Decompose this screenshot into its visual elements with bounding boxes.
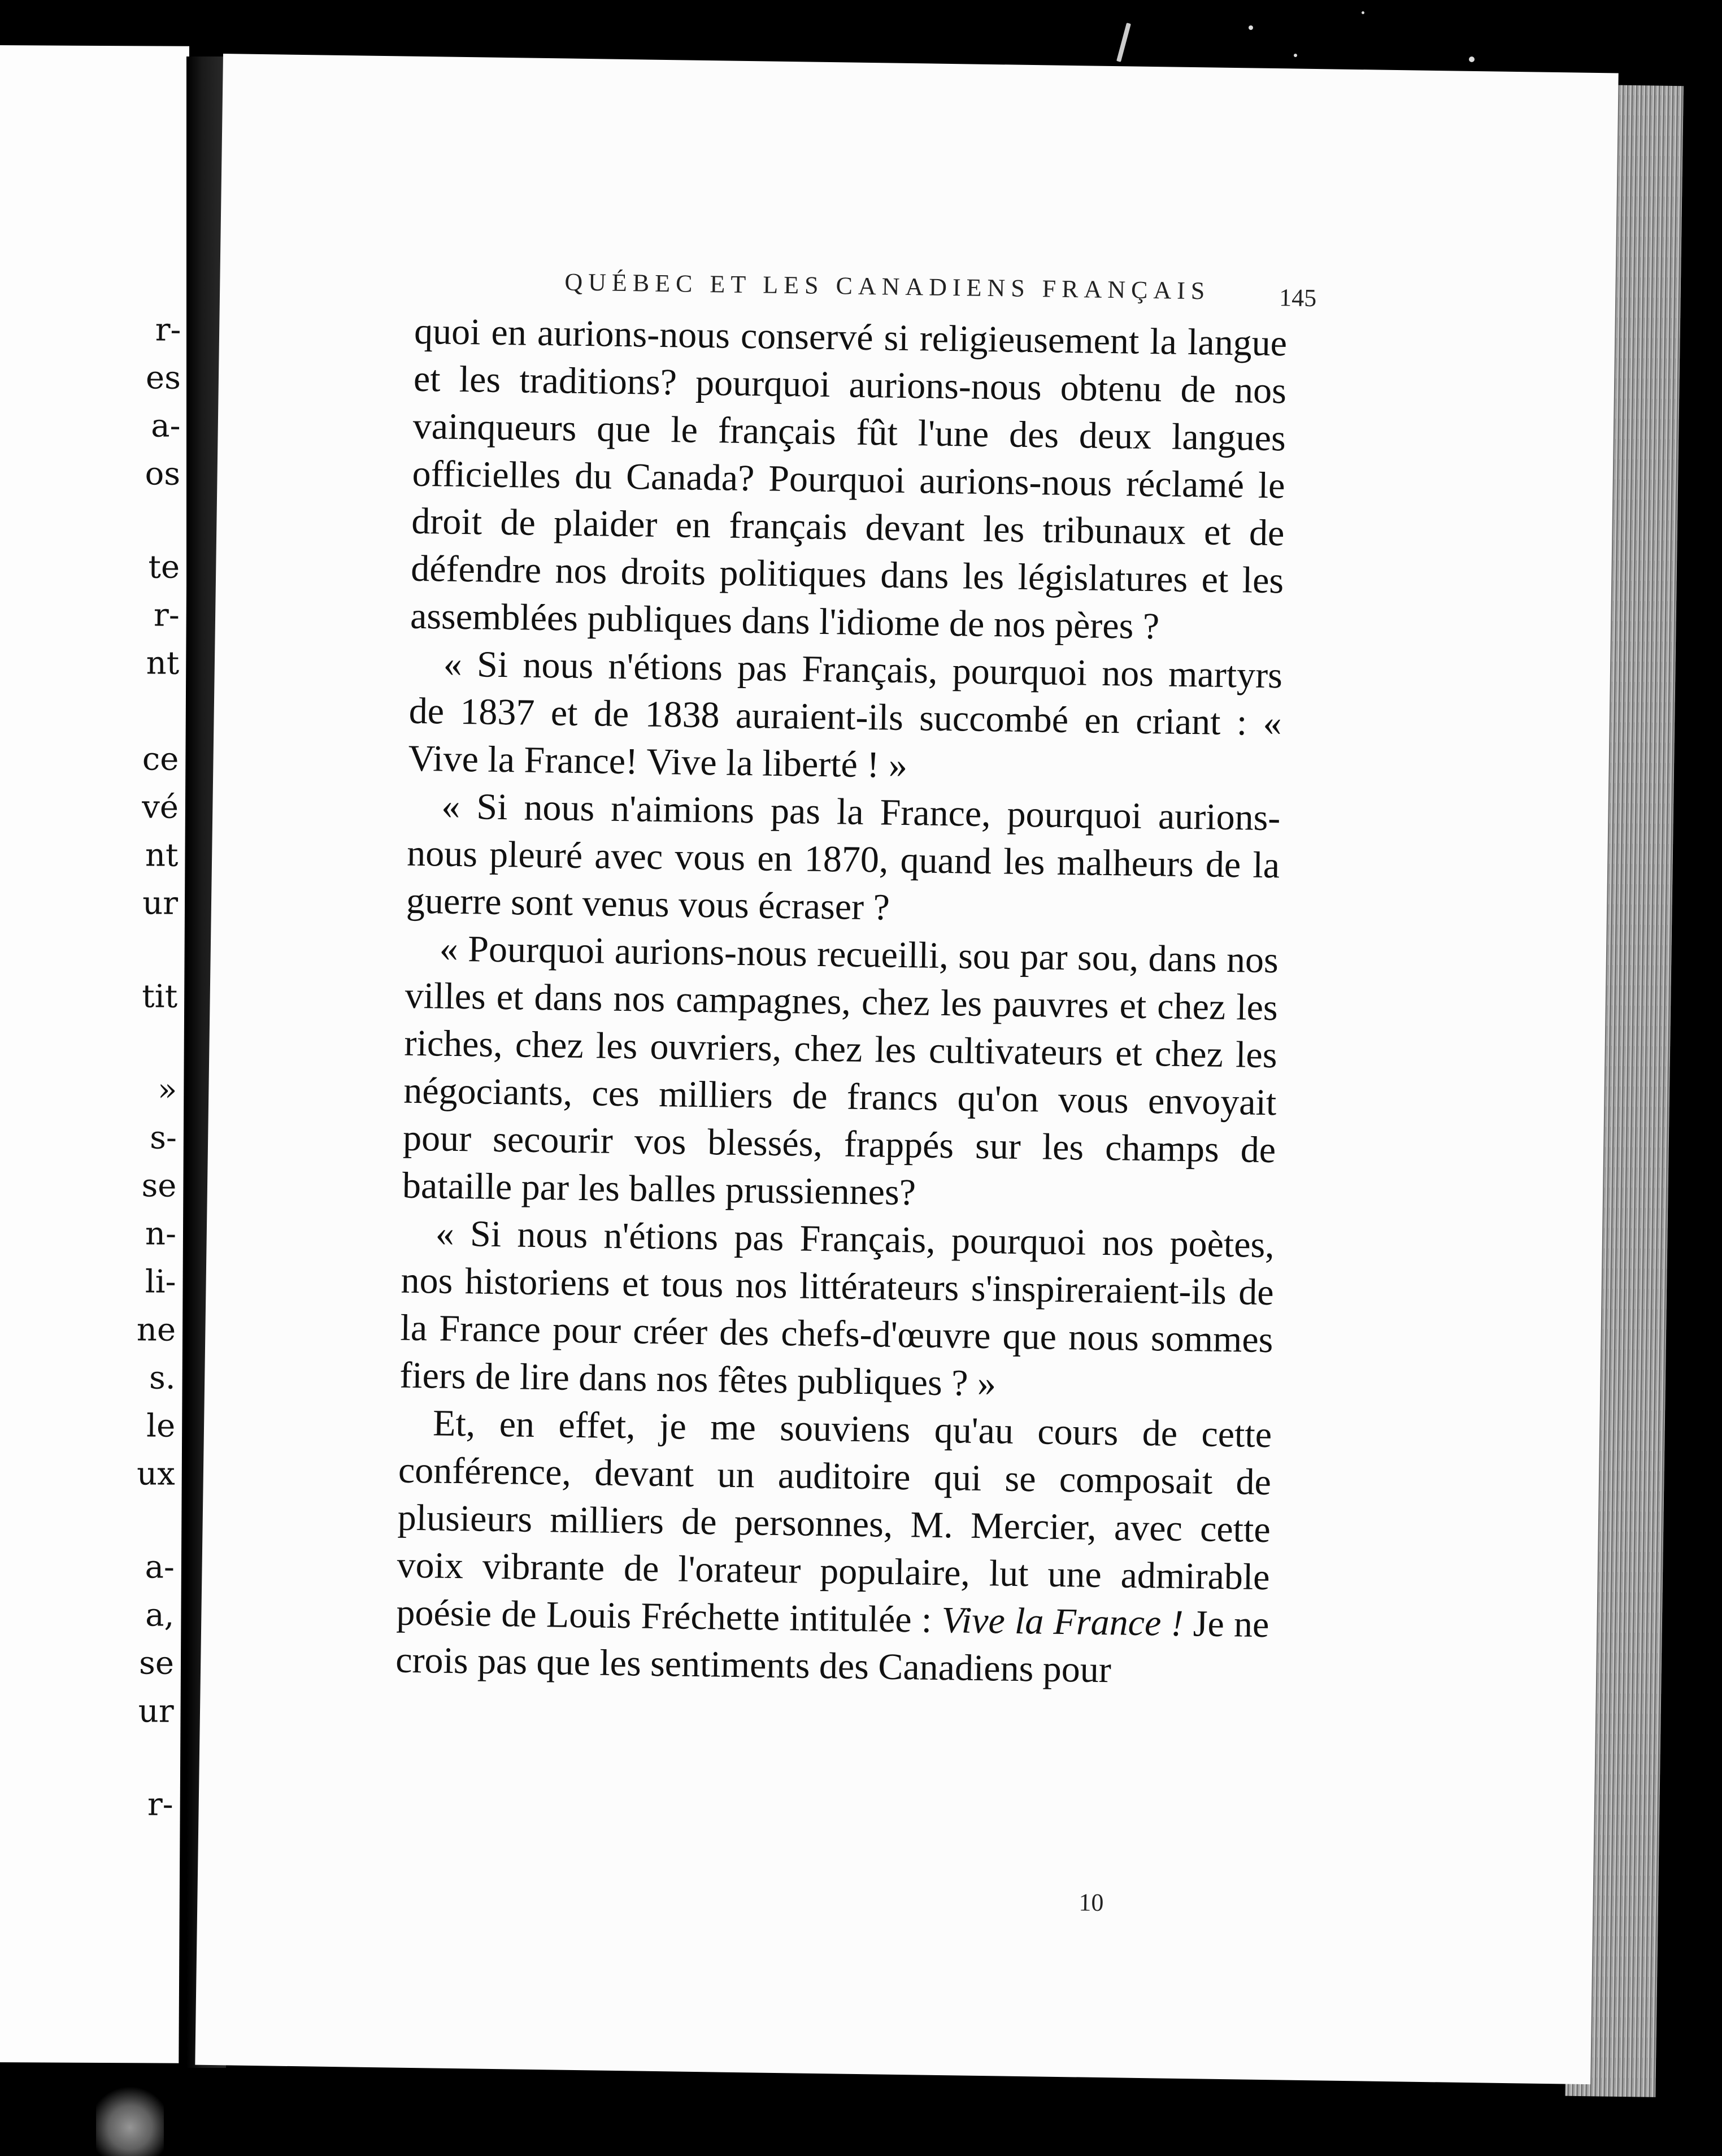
left-page-fragment: ur xyxy=(142,885,179,922)
left-page-fragment: ur xyxy=(138,1693,174,1730)
paragraph: « Pourquoi aurions-nous recueilli, sou par sou, dans nos villes et dans nos campagnes, chez les pauvres et chez les riches, chez les ouvriers, chez les cultivateurs et chez les négociants, ces milliers de francs qu'on vous envoyait pour secourir vos blessés, frappés sur les champs de bataille par les balles prussiennes? xyxy=(402,928,1279,1214)
running-head: QUÉBEC ET LES CANADIENS FRANÇAIS xyxy=(564,268,1211,305)
left-page-fragment: es xyxy=(145,359,181,397)
left-page-fragment: nt xyxy=(145,837,179,874)
dust-speck xyxy=(1469,56,1475,62)
paragraph: « Si nous n'étions pas Français, pourquoi nos martyrs de 1837 et de 1838 auraient-ils succombé en criant : « Vive la France! Vive la liberté ! » xyxy=(408,643,1283,786)
poem-title: Vive la France ! xyxy=(941,1599,1184,1644)
paper-fragment xyxy=(96,2085,164,2156)
left-page-fragment: a, xyxy=(145,1597,175,1634)
dust-speck xyxy=(1116,23,1131,62)
left-page-fragment: nt xyxy=(146,645,180,682)
paragraph: quoi en aurions-nous conservé si religieusement la langue et les traditions? pourquoi aurions-nous obtenu de nos vainqueurs que le français fût l'une des deux langues officielles du Canada? Pourquoi aurions-nous réclamé le droit de plaider en français devant les tribunaux et de défendre nos droits politiques dans les législatures et les assemblées publiques dans l'idiome de nos pères ? xyxy=(410,310,1288,647)
left-page-fragment: r- xyxy=(153,597,180,634)
left-page-fragment: r- xyxy=(155,311,181,349)
left-page-fragment: tit xyxy=(142,978,178,1015)
dust-speck xyxy=(1249,25,1253,30)
left-page-fragment: r- xyxy=(147,1786,173,1823)
body-text xyxy=(395,308,1288,1696)
left-page-fragment: se xyxy=(141,1167,177,1205)
left-page-fragment: a- xyxy=(150,407,181,445)
left-page-fragment: ux xyxy=(136,1455,175,1493)
left-page-fragment: se xyxy=(138,1645,175,1682)
paragraph-last xyxy=(395,1399,1272,1697)
left-page-fragment: a- xyxy=(145,1549,175,1586)
page-number: 145 xyxy=(1279,284,1317,312)
left-page-fragment: li- xyxy=(145,1263,176,1301)
left-page-fragment: le xyxy=(146,1407,176,1445)
left-page-fragment: ne xyxy=(136,1311,176,1349)
left-page-fragment: os xyxy=(145,455,181,493)
left-page-fragment: s- xyxy=(150,1119,177,1157)
left-page-fragment: n- xyxy=(145,1215,177,1253)
left-page-fragment: s. xyxy=(149,1359,176,1397)
paragraph-text: Je ne crois pas que les sentiments des Canadiens pour xyxy=(395,1603,1269,1691)
dust-speck xyxy=(1362,11,1364,14)
left-facing-page xyxy=(0,45,189,2063)
left-page-fragment: vé xyxy=(141,789,179,826)
left-page-fragment: ce xyxy=(142,741,179,778)
signature-mark: 10 xyxy=(1079,1888,1104,1917)
right-page xyxy=(195,54,1618,2084)
dust-speck xyxy=(1294,54,1297,57)
left-page-fragment: te xyxy=(148,549,180,586)
paragraph-text: Et, en effet, je me souviens qu'au cours de cette conférence, devant un auditoire qui se composait de plusieurs milliers de personnes, M. Mercier, avec cette voix vibrante de l'orateur populaire, lut une admirable poésie de Louis Fréchette intitulée : xyxy=(395,1402,1272,1641)
paragraph: « Si nous n'étions pas Français, pourquoi nos poètes, nos historiens et tous nos littérateurs s'inspireraient-ils de la France pour créer des chefs-d'œuvre que nous sommes fiers de lire dans nos fêtes publiques ? » xyxy=(399,1212,1275,1405)
left-page-fragment: » xyxy=(157,1071,177,1109)
paragraph: « Si nous n'aimions pas la France, pourquoi aurions-nous pleuré avec vous en 1870, quand les malheurs de la guerre sont venus vous écraser ? xyxy=(406,785,1281,928)
